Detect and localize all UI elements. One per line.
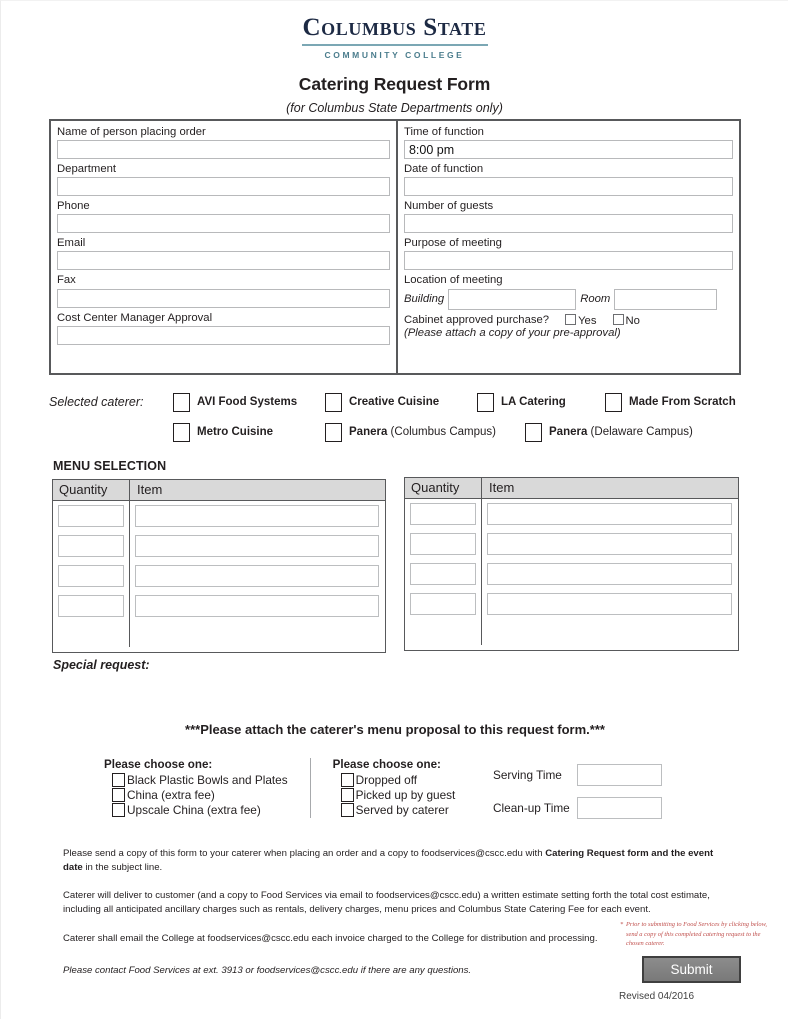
- choose-one-dinnerware-column: [104, 758, 288, 818]
- label-upscale-china-extra-fee: Upscale China (extra fee): [127, 803, 261, 817]
- label-number-of-guests: Number of guests: [403, 200, 494, 213]
- caterer-option-panera-delaware[interactable]: [525, 423, 693, 442]
- checkbox-icon-picked-up-by-guest[interactable]: [341, 788, 354, 802]
- label-date-of-function: Date of function: [403, 163, 484, 176]
- input-room[interactable]: [614, 289, 717, 310]
- input-menu-right-quantity-4[interactable]: [410, 593, 476, 615]
- choose-one-service-title: Please choose one:: [332, 758, 441, 771]
- input-cost-center-manager-approval[interactable]: [57, 326, 390, 345]
- label-cabinet-no: No: [625, 314, 640, 327]
- label-made-from-scratch: Made From Scratch: [629, 396, 736, 408]
- college-wordmark: Columbus State: [302, 14, 487, 41]
- label-location-of-meeting: Location of meeting: [403, 274, 503, 287]
- label-clean-up-time: Clean-up Time: [493, 801, 570, 815]
- choose-one-service-column: [310, 758, 456, 818]
- cabinet-approval-row: [404, 314, 733, 327]
- label-panera-delaware-campus: (Delaware Campus): [587, 426, 693, 438]
- asterisk-icon: *: [620, 921, 624, 928]
- clean-up-time-row: [493, 797, 662, 819]
- input-number-of-guests[interactable]: [404, 214, 733, 233]
- menu-table-right-body: [405, 499, 738, 645]
- page-header: [1, 1, 788, 115]
- cabinet-no-option[interactable]: [613, 314, 640, 327]
- input-email[interactable]: [57, 251, 390, 270]
- input-phone[interactable]: [57, 214, 390, 233]
- checkbox-icon-dropped-off[interactable]: [341, 773, 354, 787]
- checkbox-icon-upscale-china-extra-fee[interactable]: [112, 803, 125, 817]
- checkbox-icon-metro-cuisine[interactable]: [173, 423, 190, 442]
- menu-right-quantity-cells: [405, 499, 482, 645]
- checkbox-icon-avi-food-systems[interactable]: [173, 393, 190, 412]
- input-serving-time[interactable]: [577, 764, 662, 786]
- input-building[interactable]: [448, 289, 576, 310]
- footer-paragraph-4: Please contact Food Services at ext. 3913 or foodservices@cscc.edu if there are any questions.: [63, 965, 472, 976]
- input-menu-right-quantity-2[interactable]: [410, 533, 476, 555]
- label-time-of-function: Time of function: [403, 126, 484, 138]
- column-header-item: Item: [137, 482, 163, 497]
- label-creative-cuisine: Creative Cuisine: [349, 396, 440, 408]
- caterer-selection-section: [49, 387, 749, 447]
- input-menu-left-quantity-1[interactable]: [58, 505, 124, 527]
- attach-menu-proposal-notice: ***Please attach the caterer's menu proposal to this request form.***: [185, 722, 605, 737]
- red-preflight-note-text: Prior to submitting to Food Services by clicking below, send a copy of this completed catering request to the chosen caterer.: [626, 921, 767, 948]
- input-menu-left-item-4[interactable]: [135, 595, 379, 617]
- input-menu-left-quantity-3[interactable]: [58, 565, 124, 587]
- menu-table-right: [404, 477, 739, 651]
- menu-left-item-cells: [130, 501, 385, 647]
- input-menu-right-item-3[interactable]: [487, 563, 732, 585]
- input-menu-left-item-1[interactable]: [135, 505, 379, 527]
- footer-p1-bold: Catering Request form and the event date: [63, 848, 714, 873]
- label-serving-time: Serving Time: [493, 768, 562, 782]
- caterer-row-2: [49, 417, 749, 447]
- option-served-by-caterer[interactable]: [333, 803, 456, 817]
- checkbox-icon-cabinet-yes[interactable]: [565, 314, 576, 325]
- input-clean-up-time[interactable]: [577, 797, 662, 819]
- menu-table-right-header: [405, 478, 738, 499]
- caterer-option-metro-cuisine[interactable]: [173, 423, 325, 442]
- label-served-by-caterer: Served by caterer: [355, 803, 449, 817]
- label-selected-caterer: Selected caterer:: [49, 395, 144, 409]
- requester-info-box: [49, 119, 741, 375]
- checkbox-icon-black-plastic-bowls-and-plates[interactable]: [112, 773, 125, 787]
- caterer-option-panera-columbus[interactable]: [325, 423, 525, 442]
- caterer-option-creative-cuisine[interactable]: [325, 393, 477, 412]
- label-cabinet-approved-purchase: Cabinet approved purchase?: [403, 314, 550, 327]
- input-menu-right-quantity-1[interactable]: [410, 503, 476, 525]
- input-name-of-person-placing-order[interactable]: [57, 140, 390, 159]
- footer-paragraph-1: [63, 847, 727, 875]
- menu-right-item-cells: [482, 499, 738, 645]
- label-la-catering: LA Catering: [501, 396, 566, 408]
- cabinet-preapproval-note: (Please attach a copy of your pre-approval): [403, 326, 621, 339]
- label-panera-delaware: Panera (Delaware Campus): [549, 426, 693, 438]
- column-header-item-right: Item: [489, 480, 515, 495]
- choose-one-section: [104, 758, 455, 818]
- college-sub-wordmark: COMMUNITY COLLEGE: [324, 50, 465, 61]
- menu-table-left-body: [53, 501, 385, 647]
- label-fax: Fax: [57, 274, 76, 287]
- label-purpose-of-meeting: Purpose of meeting: [403, 237, 502, 250]
- label-black-plastic-bowls-and-plates: Black Plastic Bowls and Plates: [127, 773, 288, 787]
- checkbox-icon-la-catering[interactable]: [477, 393, 494, 412]
- menu-table-left: [52, 479, 386, 653]
- label-china-extra-fee: China (extra fee): [127, 788, 215, 802]
- label-name-of-person-placing-order: Name of person placing order: [57, 126, 206, 138]
- input-department[interactable]: [57, 177, 390, 196]
- input-fax[interactable]: [57, 289, 390, 308]
- label-room: Room: [580, 293, 611, 306]
- label-picked-up-by-guest: Picked up by guest: [355, 788, 456, 802]
- times-section: [493, 764, 662, 830]
- submit-button[interactable]: Submit: [642, 956, 741, 983]
- input-menu-right-item-1[interactable]: [487, 503, 732, 525]
- footer-paragraph-2: Caterer will deliver to customer (and a copy to Food Services via email to foodservices@cscc.edu) a written estimate setting forth the total cost estimate, including all anticipated ancillary charges such as rentals, delivery charges, menu prices and Columbus State Catering Fee for each event.: [63, 890, 710, 915]
- option-picked-up-by-guest[interactable]: [333, 788, 456, 802]
- label-panera-columbus: Panera (Columbus Campus): [349, 426, 497, 438]
- page-subtitle: (for Columbus State Departments only): [286, 101, 503, 116]
- input-menu-right-item-2[interactable]: [487, 533, 732, 555]
- location-row: [404, 289, 733, 310]
- wordmark-underline-rule: [302, 44, 488, 46]
- footer-paragraph-3: Caterer shall email the College at foodservices@cscc.edu each invoice charged to the College for distribution and processing.: [63, 933, 598, 944]
- input-menu-left-item-2[interactable]: [135, 535, 379, 557]
- menu-selection-heading: MENU SELECTION: [53, 459, 167, 473]
- footer-p1-text-b: in the subject line.: [82, 861, 163, 873]
- label-metro-cuisine: Metro Cuisine: [197, 426, 274, 438]
- input-menu-left-item-3[interactable]: [135, 565, 379, 587]
- info-column-right: [398, 121, 739, 373]
- checkbox-icon-china-extra-fee[interactable]: [112, 788, 125, 802]
- option-upscale-china-extra-fee[interactable]: [104, 803, 288, 817]
- input-menu-right-item-4[interactable]: [487, 593, 732, 615]
- caterer-option-avi-food-systems[interactable]: [173, 393, 325, 412]
- checkbox-icon-served-by-caterer[interactable]: [341, 803, 354, 817]
- menu-left-quantity-cells: [53, 501, 130, 647]
- page-title: Catering Request Form: [298, 74, 491, 95]
- cabinet-yes-option[interactable]: [565, 314, 596, 327]
- footer-p1-text-a: Please send a copy of this form to your caterer when placing an order and a copy to foodservices@cscc.edu with: [63, 848, 546, 859]
- option-china-extra-fee[interactable]: [104, 788, 288, 802]
- serving-time-row: [493, 764, 662, 786]
- caterer-option-made-from-scratch[interactable]: [605, 393, 736, 412]
- revised-date-label: Revised 04/2016: [619, 991, 695, 1002]
- choose-one-dinnerware-title: Please choose one:: [104, 758, 213, 771]
- special-request-label: Special request:: [53, 658, 150, 672]
- input-date-of-function[interactable]: [404, 177, 733, 196]
- caterer-option-la-catering[interactable]: [477, 393, 605, 412]
- label-cost-center-manager-approval: Cost Center Manager Approval: [57, 311, 213, 324]
- input-time-of-function[interactable]: [404, 140, 733, 159]
- checkbox-icon-cabinet-no[interactable]: [613, 314, 624, 325]
- input-menu-left-quantity-2[interactable]: [58, 535, 124, 557]
- checkbox-icon-panera-columbus[interactable]: [325, 423, 342, 442]
- option-black-plastic-bowls-and-plates[interactable]: [104, 773, 288, 787]
- label-dropped-off: Dropped off: [355, 773, 418, 787]
- menu-table-left-header: [53, 480, 385, 501]
- input-menu-right-quantity-3[interactable]: [410, 563, 476, 585]
- checkbox-icon-panera-delaware[interactable]: [525, 423, 542, 442]
- option-dropped-off[interactable]: [333, 773, 456, 787]
- label-panera-columbus-campus: (Columbus Campus): [387, 426, 497, 438]
- column-header-quantity: Quantity: [53, 480, 130, 500]
- caterer-row-1: [49, 387, 749, 417]
- label-building: Building: [403, 293, 445, 306]
- label-avi-food-systems: AVI Food Systems: [197, 396, 298, 408]
- input-menu-left-quantity-4[interactable]: [58, 595, 124, 617]
- label-cabinet-yes: Yes: [578, 314, 597, 327]
- red-preflight-note: [620, 920, 774, 949]
- label-department: Department: [57, 163, 117, 176]
- checkbox-icon-made-from-scratch[interactable]: [605, 393, 622, 412]
- label-email: Email: [57, 237, 86, 250]
- info-column-left: [51, 121, 398, 373]
- label-phone: Phone: [57, 200, 90, 213]
- checkbox-icon-creative-cuisine[interactable]: [325, 393, 342, 412]
- column-header-quantity-right: Quantity: [405, 478, 482, 498]
- input-purpose-of-meeting[interactable]: [404, 251, 733, 270]
